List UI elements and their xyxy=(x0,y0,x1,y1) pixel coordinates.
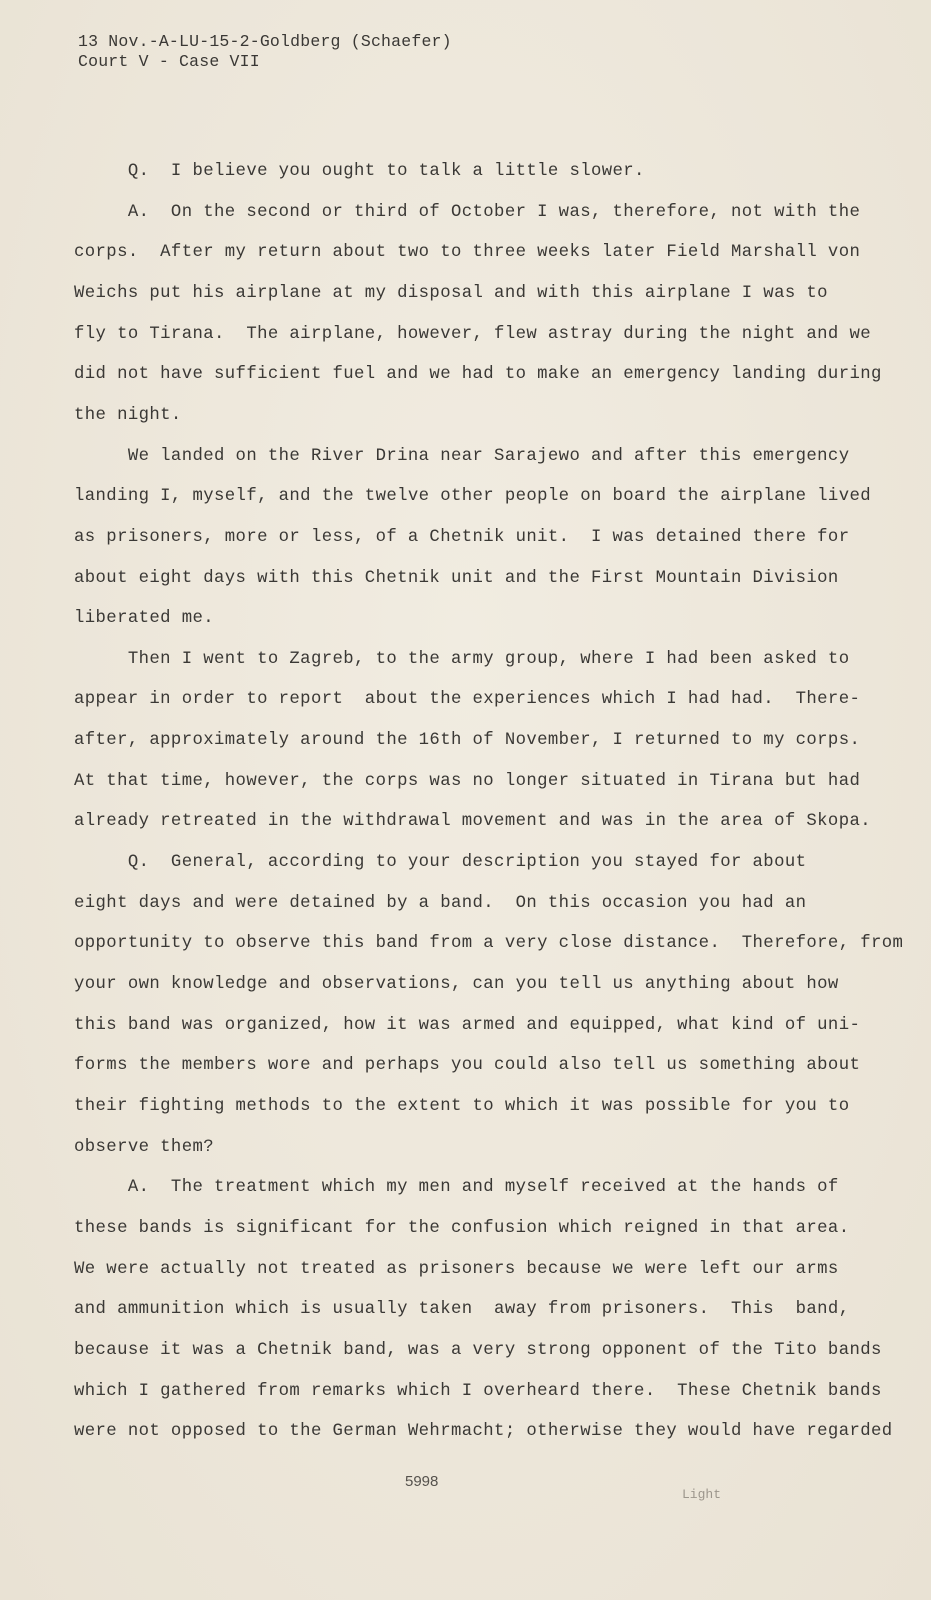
transcript-line: already retreated in the withdrawal movement and was in the area of Skopa. xyxy=(74,812,872,832)
transcript-line: We were actually not treated as prisoners because we were left our arms xyxy=(74,1259,839,1279)
transcript-line: forms the members wore and perhaps you could also tell us something about xyxy=(74,1056,861,1076)
header-case-reference: 13 Nov.-A-LU-15-2-Goldberg (Schaefer) xyxy=(78,32,452,51)
transcript-line: after, approximately around the 16th of November, I returned to my corps. xyxy=(74,731,861,751)
transcript-line: liberated me. xyxy=(74,609,215,629)
transcript-line: about eight days with this Chetnik unit and the First Mountain Division xyxy=(74,568,839,588)
transcript-line: Weichs put his airplane at my disposal and with this airplane I was to xyxy=(74,283,828,303)
transcript-line: did not have sufficient fuel and we had to make an emergency landing during xyxy=(74,365,882,385)
transcript-line: landing I, myself, and the twelve other people on board the airplane lived xyxy=(74,487,872,507)
page-number: 5998 xyxy=(405,1473,439,1490)
transcript-line: this band was organized, how it was armed and equipped, what kind of uni- xyxy=(74,1015,861,1035)
transcript-line: and ammunition which is usually taken away from prisoners. This band, xyxy=(74,1300,850,1320)
transcript-line: were not opposed to the German Wehrmacht; otherwise they would have regarded xyxy=(74,1422,893,1442)
transcript-line: appear in order to report about the experiences which I had had. There- xyxy=(74,690,861,710)
transcript-line: Q. I believe you ought to talk a little slower. xyxy=(74,162,645,181)
transcript-line: the night. xyxy=(74,405,182,425)
transcript-line: these bands is significant for the confusion which reigned in that area. xyxy=(74,1218,850,1238)
transcript-line: Q. General, according to your description you stayed for about xyxy=(74,853,807,873)
footer-faint-text: Light xyxy=(682,1487,722,1502)
transcript-line: At that time, however, the corps was no longer situated in Tirana but had xyxy=(74,771,861,791)
transcript-line: opportunity to observe this band from a very close distance. Therefore, from xyxy=(74,934,904,954)
transcript-line: We landed on the River Drina near Sarajewo and after this emergency xyxy=(74,446,850,466)
transcript-line: their fighting methods to the extent to which it was possible for you to xyxy=(74,1096,850,1116)
transcript-line: A. The treatment which my men and myself received at the hands of xyxy=(74,1178,839,1198)
transcript-line: observe them? xyxy=(74,1137,215,1157)
transcript-line: because it was a Chetnik band, was a very strong opponent of the Tito bands xyxy=(74,1340,882,1360)
transcript-line: eight days and were detained by a band. On this occasion you had an xyxy=(74,893,807,913)
header-court-case: Court V - Case VII xyxy=(78,52,260,71)
transcript-line: which I gathered from remarks which I overheard there. These Chetnik bands xyxy=(74,1381,882,1401)
transcript-line: as prisoners, more or less, of a Chetnik unit. I was detained there for xyxy=(74,527,850,547)
transcript-line: A. On the second or third of October I was, therefore, not with the xyxy=(74,202,861,222)
transcript-line: fly to Tirana. The airplane, however, flew astray during the night and we xyxy=(74,324,872,344)
transcript-line: Then I went to Zagreb, to the army group, where I had been asked to xyxy=(74,649,850,669)
transcript-line: your own knowledge and observations, can you tell us anything about how xyxy=(74,975,839,994)
transcript-line: corps. After my return about two to three weeks later Field Marshall von xyxy=(74,243,861,263)
